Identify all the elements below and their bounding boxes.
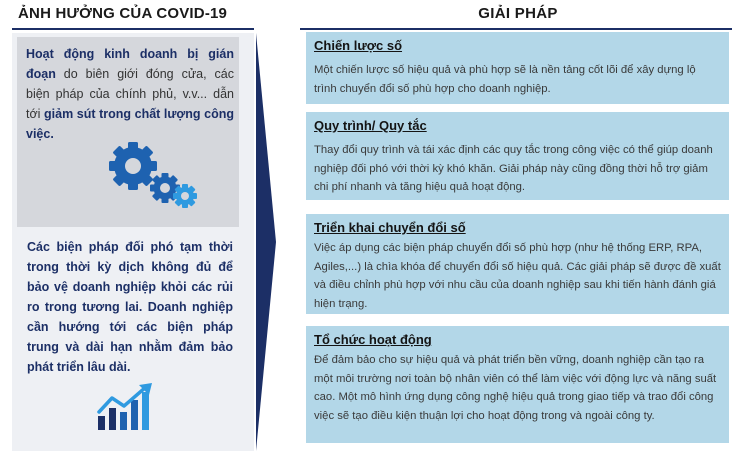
solution-card-process-rules [306,112,729,200]
solution-card-digital-strategy [306,32,729,104]
solution-card-digital-transformation [306,214,729,314]
impact-intro-normal: do biên giới đóng cửa, các biện pháp của chính phủ, v.v... dẫn tới [26,67,234,121]
impact-intro [26,44,234,144]
solution-desc: Để đảm bảo cho sự hiệu quả và phát triển bền vững, doanh nghiệp cần tạo ra một môi trường nơi toàn bộ nhân viên có thể làm việc với động lực và năng suất cao. Một mô hình ứng dụng công nghệ hiệu quả trong giao tiếp và trao đổi công việc sẽ tạo điều kiện thuận lợi cho hoạt động trong và ngoài công ty. [314,354,717,422]
gears-icon [105,142,197,212]
impact-heading-rule [12,28,254,30]
solution-desc: Việc áp dụng các biện pháp chuyển đổi số phù hợp (như hệ thống ERP, RPA, Agiles,...) là chìa khóa để chuyển đổi số hiệu quả. Các giải pháp sẽ được đề xuất và điều chỉnh phù hợp với nhu cầu của doanh nghiệp sau khi tiến hành đánh giá hiện trạng. [314,242,721,310]
solution-desc: Một chiến lược số hiệu quả và phù hợp sẽ là nền tảng cốt lõi để xây dựng lộ trình chuyển đổi số phù hợp cho doanh nghiệp. [314,64,696,95]
solution-desc: Thay đổi quy trình và tái xác định các quy tắc trong công việc có thể giúp doanh nghiệp đối phó với thời kỳ khó khăn. Giải pháp này cũng đồng thời hỗ trợ giảm chi phí nhanh và tăng hiệu quả hoạt động. [314,144,713,193]
growth-chart-icon [96,382,158,432]
solution-title: Quy trình/ Quy tắc [314,118,427,133]
impact-heading: ẢNH HƯỞNG CỦA COVID-19 [18,5,228,22]
solutions-heading-rule [300,28,732,30]
solutions-heading: GIẢI PHÁP [478,5,558,22]
impact-intro-bold-1: Hoạt động kinh doanh bị gián đoạn [26,47,234,81]
solution-title: Triển khai chuyển đổi số [314,220,466,235]
impact-measures: Các biện pháp đối phó tạm thời trong thời kỳ dịch không đủ để bảo vệ doanh nghiệp khỏi các rủi ro trong tương lai. Doanh nghiệp cần hướng tới các biện pháp trung và dài hạn nhằm đảm bảo phát triển lâu dài. [27,240,233,374]
solution-title: Tổ chức hoạt động [314,332,432,347]
solution-title: Chiến lược số [314,38,403,53]
solution-card-operations [306,326,729,443]
chevron-right-icon [256,33,276,451]
impact-intro-bold-2: giảm sút trong chất lượng công việc. [26,107,235,141]
